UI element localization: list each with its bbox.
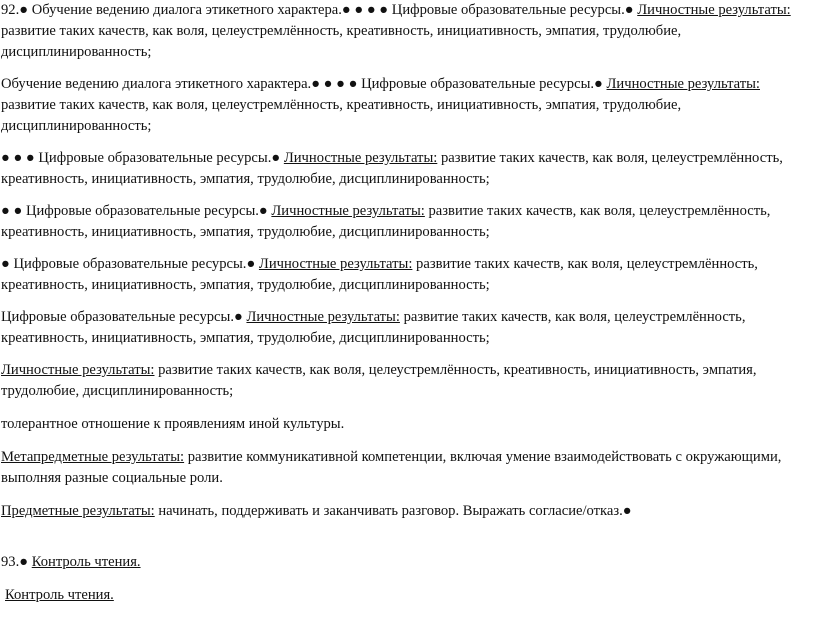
personal-results-text: развитие таких качеств, как воля, целеустремлённость, креативность, инициативность, эмпатия, трудолюбие, дисциплинированность; — [1, 23, 682, 60]
personal-results-text: развитие таких качеств, как воля, целеустремлённость, креативность, инициативность, эмпатия, трудолюбие, дисциплинированность; — [1, 97, 682, 134]
resources-text: Цифровые образовательные ресурсы. — [361, 76, 595, 92]
personal-results-label: Личностные результаты: — [1, 362, 155, 378]
personal-results-label: Личностные результаты: — [283, 150, 438, 166]
item-number: 92. — [1, 2, 20, 18]
resources-text: Цифровые образовательные ресурсы. — [25, 203, 259, 219]
personal-results-text: развитие таких качеств, как воля, целеустремлённость, креативность, инициативность, эмпатия, трудолюбие, дисциплинированность; — [1, 150, 783, 187]
paragraph-6 — [1, 307, 813, 349]
bullet: ● — [258, 203, 272, 219]
bullet: ● — [624, 2, 638, 18]
personal-results-text: развитие таких качеств, как воля, целеустремлённость, креативность, инициативность, эмпатия, трудолюбие, дисциплинированность; — [1, 309, 746, 346]
paragraph-2 — [1, 74, 813, 137]
metasubject-results-label: Метапредметные результаты: — [1, 449, 185, 465]
bullet: ● — [622, 503, 632, 519]
resources-text: Цифровые образовательные ресурсы. — [38, 150, 272, 166]
paragraph-subject — [1, 501, 813, 522]
personal-results-text: развитие таких качеств, как воля, целеустремлённость, креативность, инициативность, эмпатия, трудолюбие, дисциплинированность; — [1, 203, 771, 240]
paragraph-92 — [1, 0, 813, 63]
personal-results-label: Личностные результаты: — [637, 2, 791, 18]
tolerance-text: толерантное отношение к проявлениям иной культуры. — [1, 416, 345, 432]
bullet-dots: ● ● ● — [1, 150, 39, 166]
topic-reading-control: Контроль чтения. — [31, 554, 141, 570]
bullet-dots: ● ● — [1, 203, 26, 219]
metasubject-results-text: развитие коммуникативной компетенции, включая умение взаимодействовать с окружающими, выполняя разные социальные роли. — [1, 449, 782, 486]
paragraph-5 — [1, 254, 813, 296]
subject-results-label: Предметные результаты: — [1, 503, 155, 519]
resources-text: Цифровые образовательные ресурсы. — [13, 256, 247, 272]
item-number: 93. — [1, 554, 20, 570]
bullet-dots: ● — [1, 256, 14, 272]
personal-results-text: развитие таких качеств, как воля, целеустремлённость, креативность, инициативность, эмпатия, трудолюбие, дисциплинированность; — [1, 256, 758, 293]
bullet: ● — [233, 309, 247, 325]
personal-results-label: Личностные результаты: — [258, 256, 413, 272]
paragraph-3 — [1, 148, 813, 190]
bullet: ● — [19, 554, 32, 570]
topic-reading-control: Контроль чтения. — [5, 587, 114, 603]
topic-text: Обучение ведению диалога этикетного характера. — [31, 2, 342, 18]
paragraph-7 — [1, 360, 813, 402]
resources-text: Цифровые образовательные ресурсы. — [1, 309, 234, 325]
personal-results-label: Личностные результаты: — [246, 309, 400, 325]
subject-results-text: начинать, поддерживать и заканчивать разговор. Выражать согласие/отказ. — [154, 503, 623, 519]
bullet: ● — [594, 76, 607, 92]
bullet: ● — [271, 150, 284, 166]
bullet: ● — [246, 256, 259, 272]
bullet-dots: ● ● ● ● — [341, 2, 392, 18]
resources-text: Цифровые образовательные ресурсы. — [391, 2, 625, 18]
personal-results-text: развитие таких качеств, как воля, целеустремлённость, креативность, инициативность, эмпатия, трудолюбие, дисциплинированность; — [1, 362, 757, 399]
bullet-dots: ● ● ● ● — [311, 76, 362, 92]
personal-results-label: Личностные результаты: — [271, 203, 425, 219]
paragraph-4 — [1, 201, 813, 243]
paragraph-reading-control — [1, 585, 813, 606]
personal-results-label: Личностные результаты: — [606, 76, 760, 92]
paragraph-metasubject — [1, 447, 813, 489]
bullet: ● — [19, 2, 32, 18]
paragraph-93 — [1, 552, 813, 573]
paragraph-tolerance — [1, 414, 813, 435]
topic-text: Обучение ведению диалога этикетного характера. — [1, 76, 312, 92]
